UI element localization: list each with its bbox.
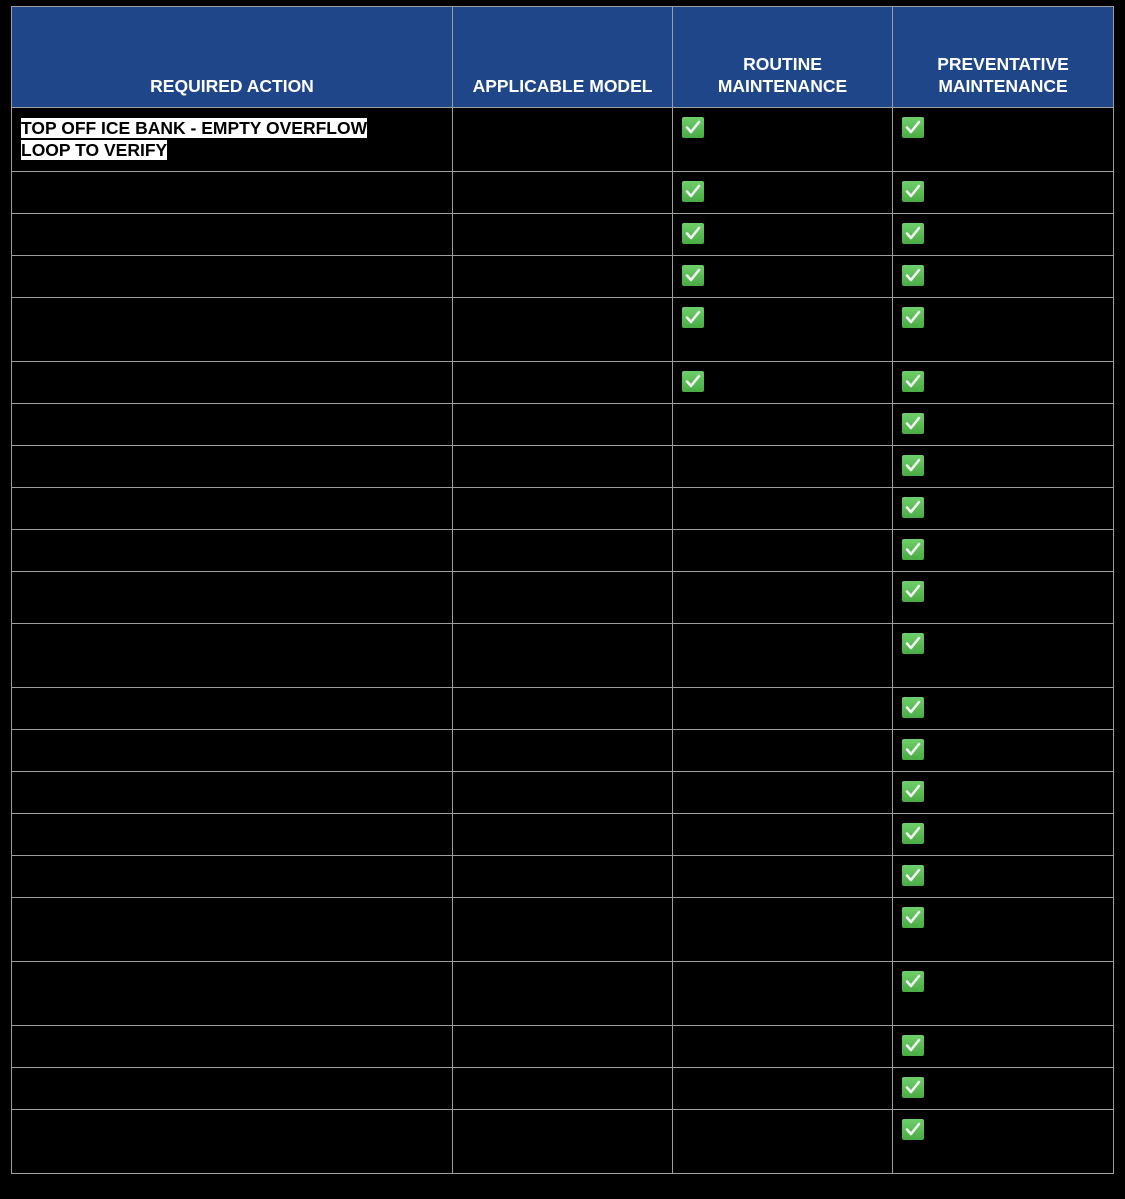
table-row [12, 530, 1114, 572]
column-header-routine-maintenance: ROUTINE MAINTENANCE [673, 7, 893, 108]
checkmark-icon [902, 865, 924, 886]
routine-maintenance-cell[interactable] [673, 898, 893, 962]
checkmark-icon [902, 739, 924, 760]
applicable-model-cell[interactable] [453, 404, 673, 446]
preventative-maintenance-cell[interactable] [893, 362, 1114, 404]
required-action-cell[interactable] [12, 624, 453, 688]
required-action-cell[interactable] [12, 1026, 453, 1068]
checkmark-icon [682, 371, 704, 392]
routine-maintenance-cell[interactable] [673, 404, 893, 446]
table-row [12, 962, 1114, 1026]
routine-maintenance-cell[interactable] [673, 362, 893, 404]
preventative-maintenance-cell[interactable] [893, 256, 1114, 298]
required-action-cell[interactable] [12, 488, 453, 530]
header-row [12, 7, 1114, 108]
preventative-maintenance-cell[interactable] [893, 730, 1114, 772]
routine-maintenance-cell[interactable] [673, 214, 893, 256]
table-row [12, 256, 1114, 298]
table-row [12, 624, 1114, 688]
table-row [12, 688, 1114, 730]
required-action-cell[interactable] [12, 446, 453, 488]
required-action-cell[interactable] [12, 898, 453, 962]
applicable-model-cell[interactable] [453, 1110, 673, 1174]
routine-maintenance-cell[interactable] [673, 1026, 893, 1068]
checkmark-icon [902, 633, 924, 654]
applicable-model-cell[interactable] [453, 688, 673, 730]
applicable-model-cell[interactable] [453, 530, 673, 572]
column-header-applicable-model: APPLICABLE MODEL [453, 7, 673, 108]
table-body [12, 108, 1114, 1174]
applicable-model-cell[interactable] [453, 1026, 673, 1068]
checkmark-icon [902, 265, 924, 286]
required-action-cell[interactable] [12, 362, 453, 404]
preventative-maintenance-cell[interactable] [893, 572, 1114, 624]
required-action-cell[interactable] [12, 730, 453, 772]
routine-maintenance-cell[interactable] [673, 172, 893, 214]
routine-maintenance-cell[interactable] [673, 624, 893, 688]
preventative-maintenance-cell[interactable] [893, 108, 1114, 172]
checkmark-icon [902, 1077, 924, 1098]
checkmark-icon [902, 697, 924, 718]
table-row [12, 108, 1114, 172]
required-action-cell[interactable] [12, 1110, 453, 1174]
applicable-model-cell[interactable] [453, 814, 673, 856]
applicable-model-cell[interactable] [453, 108, 673, 172]
checkmark-icon [902, 1119, 924, 1140]
required-action-text: TOP OFF ICE BANK - EMPTY OVERFLOW LOOP TO VERIFY [21, 118, 368, 160]
checkmark-icon [902, 823, 924, 844]
applicable-model-cell[interactable] [453, 730, 673, 772]
required-action-cell[interactable] [12, 572, 453, 624]
required-action-cell[interactable] [12, 404, 453, 446]
required-action-cell[interactable] [12, 530, 453, 572]
required-action-cell[interactable] [12, 214, 453, 256]
preventative-maintenance-cell[interactable] [893, 814, 1114, 856]
preventative-maintenance-cell[interactable] [893, 298, 1114, 362]
required-action-cell[interactable] [12, 298, 453, 362]
checkmark-icon [902, 413, 924, 434]
column-header-required-action: REQUIRED ACTION [12, 7, 453, 108]
routine-maintenance-cell[interactable] [673, 108, 893, 172]
checkmark-icon [902, 581, 924, 602]
required-action-cell[interactable] [12, 856, 453, 898]
table-row [12, 446, 1114, 488]
checkmark-icon [902, 907, 924, 928]
routine-maintenance-cell[interactable] [673, 962, 893, 1026]
checkmark-icon [902, 223, 924, 244]
required-action-cell[interactable] [12, 688, 453, 730]
table-row [12, 898, 1114, 962]
preventative-maintenance-cell[interactable] [893, 856, 1114, 898]
routine-maintenance-cell[interactable] [673, 730, 893, 772]
table-row [12, 730, 1114, 772]
preventative-maintenance-cell[interactable] [893, 404, 1114, 446]
table-row [12, 404, 1114, 446]
applicable-model-cell[interactable] [453, 256, 673, 298]
routine-maintenance-cell[interactable] [673, 772, 893, 814]
required-action-cell[interactable] [12, 172, 453, 214]
preventative-maintenance-cell[interactable] [893, 962, 1114, 1026]
preventative-maintenance-cell[interactable] [893, 1110, 1114, 1174]
preventative-maintenance-cell[interactable] [893, 688, 1114, 730]
checkmark-icon [682, 117, 704, 138]
routine-maintenance-cell[interactable] [673, 298, 893, 362]
table-row [12, 172, 1114, 214]
applicable-model-cell[interactable] [453, 856, 673, 898]
routine-maintenance-cell[interactable] [673, 856, 893, 898]
checkmark-icon [682, 265, 704, 286]
preventative-maintenance-cell[interactable] [893, 214, 1114, 256]
routine-maintenance-cell[interactable] [673, 688, 893, 730]
routine-maintenance-cell[interactable] [673, 256, 893, 298]
checkmark-icon [902, 539, 924, 560]
table-row [12, 362, 1114, 404]
routine-maintenance-cell[interactable] [673, 488, 893, 530]
applicable-model-cell[interactable] [453, 214, 673, 256]
table-row [12, 298, 1114, 362]
applicable-model-cell[interactable] [453, 1068, 673, 1110]
preventative-maintenance-cell[interactable] [893, 1068, 1114, 1110]
checkmark-icon [902, 307, 924, 328]
checkmark-icon [902, 117, 924, 138]
applicable-model-cell[interactable] [453, 572, 673, 624]
required-action-cell[interactable] [12, 108, 453, 172]
required-action-cell[interactable] [12, 256, 453, 298]
preventative-maintenance-cell[interactable] [893, 530, 1114, 572]
preventative-maintenance-cell[interactable] [893, 772, 1114, 814]
table-row [12, 1068, 1114, 1110]
checkmark-icon [902, 497, 924, 518]
routine-maintenance-cell[interactable] [673, 446, 893, 488]
checkmark-icon [902, 781, 924, 802]
checkmark-icon [902, 455, 924, 476]
preventative-maintenance-cell[interactable] [893, 172, 1114, 214]
checkmark-icon [902, 1035, 924, 1056]
preventative-maintenance-cell[interactable] [893, 898, 1114, 962]
routine-maintenance-cell[interactable] [673, 530, 893, 572]
applicable-model-cell[interactable] [453, 772, 673, 814]
table-row [12, 772, 1114, 814]
table-row [12, 856, 1114, 898]
required-action-cell[interactable] [12, 1068, 453, 1110]
checkmark-icon [682, 181, 704, 202]
checkmark-icon [682, 223, 704, 244]
preventative-maintenance-cell[interactable] [893, 624, 1114, 688]
table-row [12, 572, 1114, 624]
checkmark-icon [902, 181, 924, 202]
maintenance-table [11, 6, 1114, 1174]
applicable-model-cell[interactable] [453, 362, 673, 404]
applicable-model-cell[interactable] [453, 962, 673, 1026]
applicable-model-cell[interactable] [453, 172, 673, 214]
routine-maintenance-cell[interactable] [673, 572, 893, 624]
applicable-model-cell[interactable] [453, 624, 673, 688]
table-row [12, 1026, 1114, 1068]
preventative-maintenance-cell[interactable] [893, 488, 1114, 530]
checkmark-icon [902, 371, 924, 392]
preventative-maintenance-cell[interactable] [893, 1026, 1114, 1068]
routine-maintenance-cell[interactable] [673, 1110, 893, 1174]
table-row [12, 814, 1114, 856]
checkmark-icon [682, 307, 704, 328]
required-action-cell[interactable] [12, 772, 453, 814]
applicable-model-cell[interactable] [453, 446, 673, 488]
applicable-model-cell[interactable] [453, 298, 673, 362]
required-action-cell[interactable] [12, 962, 453, 1026]
table-row [12, 488, 1114, 530]
routine-maintenance-cell[interactable] [673, 1068, 893, 1110]
table-row [12, 214, 1114, 256]
preventative-maintenance-cell[interactable] [893, 446, 1114, 488]
checkmark-icon [902, 971, 924, 992]
applicable-model-cell[interactable] [453, 898, 673, 962]
routine-maintenance-cell[interactable] [673, 814, 893, 856]
column-header-preventative-maintenance: PREVENTATIVE MAINTENANCE [893, 7, 1114, 108]
required-action-cell[interactable] [12, 814, 453, 856]
table-row [12, 1110, 1114, 1174]
applicable-model-cell[interactable] [453, 488, 673, 530]
